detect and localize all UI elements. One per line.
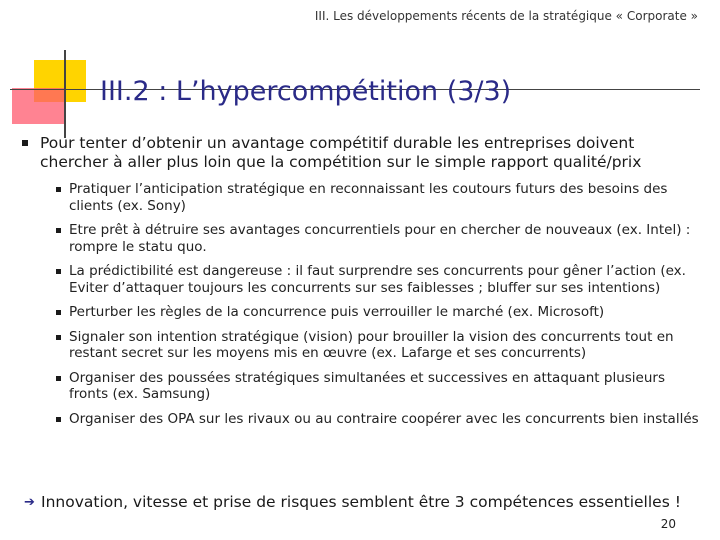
square-bullet-icon — [56, 269, 61, 274]
header-note: III. Les développements récents de la stratégique « Corporate » — [314, 9, 698, 23]
vertical-rule — [64, 50, 66, 138]
conclusion-text: Innovation, vitesse et prise de risques semblent être 3 compétences essentielles ! — [41, 493, 681, 511]
arrow-right-icon: ➔ — [24, 495, 35, 510]
square-bullet-icon — [56, 376, 61, 381]
list-item — [50, 304, 700, 321]
square-bullet-icon — [56, 417, 61, 422]
page-number: 20 — [660, 517, 676, 531]
list-item-text: Signaler son intention stratégique (vision) pour brouiller la vision des concurrents tout en restant secret sur les moyens mis en œuvre (ex. Lafarge et ses concurrents) — [69, 328, 674, 361]
list-item — [50, 181, 700, 214]
list-item-text: La prédictibilité est dangereuse : il faut surprendre ses concurrents pour gêner l’action (ex. Eviter d’attaquer toujours les concurrents sur ses faiblesses ; bluffer sur ses intentions) — [69, 263, 686, 296]
list-item — [50, 370, 700, 403]
square-bullet-icon — [56, 187, 61, 192]
square-bullet-icon — [56, 228, 61, 233]
conclusion — [24, 493, 704, 512]
list-item — [50, 329, 700, 362]
list-item — [50, 222, 700, 255]
intro-text: Pour tenter d’obtenir un avantage compétitif durable les entreprises doivent chercher à aller plus loin que la compétition sur le simple rapport qualité/prix — [40, 134, 642, 171]
intro-bullet — [20, 134, 700, 172]
sub-list — [50, 181, 700, 435]
list-item-text: Perturber les règles de la concurrence puis verrouiller le marché (ex. Microsoft) — [69, 304, 605, 320]
list-item-text: Etre prêt à détruire ses avantages concurrentiels pour en chercher de nouveaux (ex. Intel) : rompre le statu quo. — [69, 222, 691, 255]
list-item-text: Pratiquer l’anticipation stratégique en reconnaissant les coutours futurs des besoins des clients (ex. Sony) — [69, 181, 668, 214]
red-square — [12, 88, 64, 124]
list-item-text: Organiser des poussées stratégiques simultanées et successives en attaquant plusieurs fronts (ex. Samsung) — [69, 369, 665, 402]
list-item-text: Organiser des OPA sur les rivaux ou au contraire coopérer avec les concurrents bien installés — [69, 410, 699, 427]
list-item — [50, 411, 700, 428]
square-bullet-icon — [22, 140, 28, 146]
square-bullet-icon — [56, 310, 61, 315]
square-bullet-icon — [56, 335, 61, 340]
slide-title: III.2 : L’hypercompétition (3/3) — [100, 76, 512, 107]
list-item — [50, 263, 700, 296]
